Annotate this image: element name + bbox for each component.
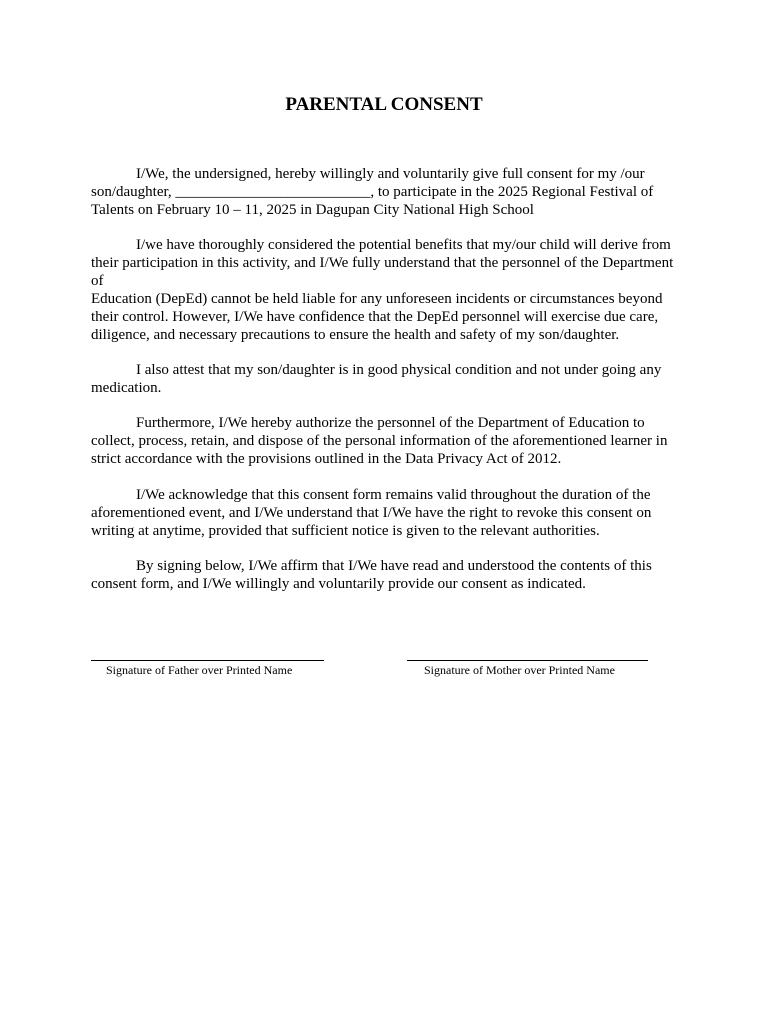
paragraph-line: aforementioned event, and I/We understand that I/We have the right to revoke this consent on [91, 505, 652, 521]
paragraph-line: Furthermore, I/We hereby authorize the personnel of the Department of Education to [136, 415, 645, 431]
paragraph-line: collect, process, retain, and dispose of the personal information of the aforementioned learner in [91, 433, 668, 449]
father-signature-caption: Signature of Father over Printed Name [106, 663, 293, 677]
paragraph-line: By signing below, I/We affirm that I/We have read and understood the contents of this [136, 558, 652, 574]
paragraph-data-privacy [91, 414, 688, 468]
document-title: PARENTAL CONSENT [285, 94, 483, 115]
paragraph-validity-revocation [91, 486, 688, 540]
paragraph-affirmation [91, 557, 688, 593]
father-signature-line [91, 660, 324, 661]
paragraph-line: Education (DepEd) cannot be held liable for any unforeseen incidents or circumstances beyond [91, 291, 663, 307]
paragraph-line: writing at anytime, provided that sufficient notice is given to the relevant authorities. [91, 523, 600, 539]
mother-signature-line [407, 660, 648, 661]
paragraph-line: I/We, the undersigned, hereby willingly and voluntarily give full consent for my /our [136, 166, 645, 182]
paragraph-line: I/We acknowledge that this consent form remains valid throughout the duration of the [136, 487, 651, 503]
paragraph-line: diligence, and necessary precautions to ensure the health and safety of my son/daughter. [91, 327, 620, 343]
paragraph-line: son/daughter, __________________________, to participate in the 2025 Regional Festival of [91, 184, 654, 200]
paragraph-line: strict accordance with the provisions outlined in the Data Privacy Act of 2012. [91, 451, 562, 467]
paragraph-line: their participation in this activity, and I/We fully understand that the personnel of the Department [91, 255, 674, 271]
paragraph-line: Talents on February 10 – 11, 2025 in Dagupan City National High School [91, 202, 534, 218]
paragraph-consent-intro [91, 165, 688, 219]
paragraph-line: I also attest that my son/daughter is in good physical condition and not under going any [136, 362, 662, 378]
paragraph-health-attestation [91, 361, 688, 397]
paragraph-line: of [91, 273, 104, 289]
paragraph-benefits-liability [91, 236, 688, 344]
paragraph-line: medication. [91, 380, 162, 396]
paragraph-line: I/we have thoroughly considered the potential benefits that my/our child will derive from [136, 237, 671, 253]
paragraph-line: their control. However, I/We have confidence that the DepEd personnel will exercise due care, [91, 309, 659, 325]
mother-signature-caption: Signature of Mother over Printed Name [424, 663, 615, 677]
paragraph-line: consent form, and I/We willingly and voluntarily provide our consent as indicated. [91, 576, 586, 592]
